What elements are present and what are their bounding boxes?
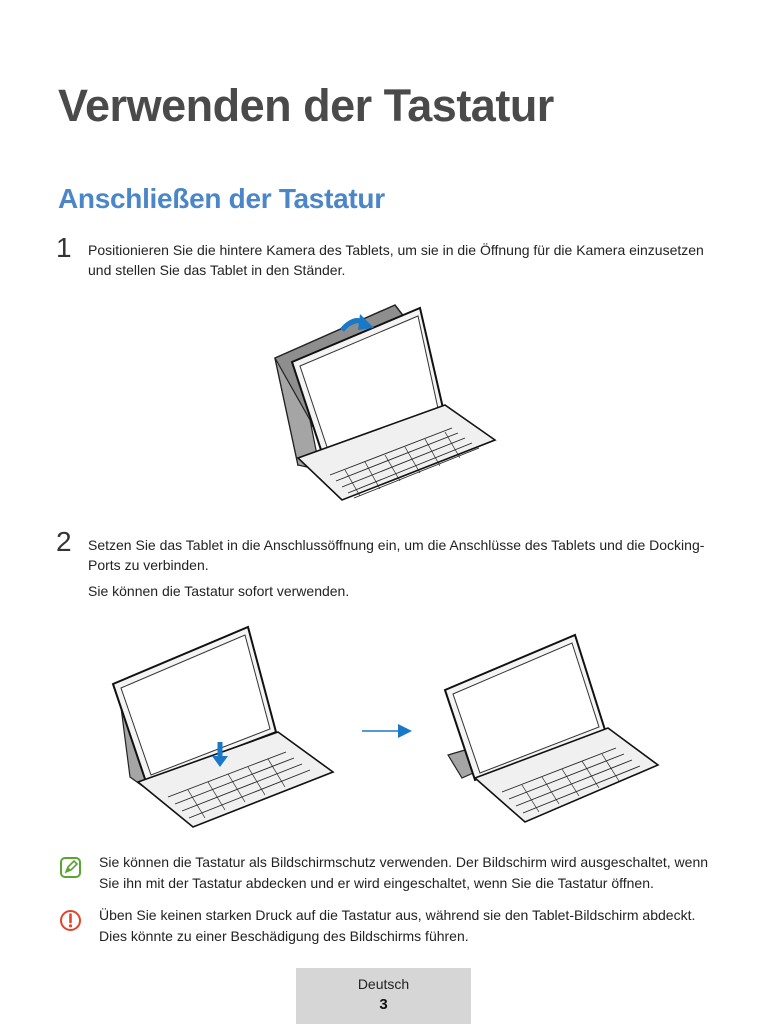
footer-language: Deutsch (357, 976, 410, 992)
illustration-tablet-docked (440, 630, 662, 830)
note-pencil-icon (60, 857, 81, 878)
section-title: Anschließen der Tastatur (58, 183, 385, 214)
note-screen-protection: Sie können die Tastatur als Bildschirmschutz verwenden. Der Bildschirm wird ausgeschaltet, wenn Sie ihn mit der Tastatur abdecken und er wird eingeschaltet, wenn Sie die Tastatur öffnen. (99, 854, 709, 891)
illustration-tablet-into-stand (270, 300, 500, 510)
step-2-number: 2 (56, 526, 72, 557)
caution-icon (59, 909, 82, 932)
page-title: Verwenden der Tastatur (58, 80, 554, 131)
note-pressure-warning: Üben Sie keinen starken Druck auf die Tastatur aus, während sie den Tablet-Bildschirm abdeckt. Dies könnte zu einer Beschädigung des Bildschirms führen. (99, 907, 696, 944)
page-number: 3 (379, 996, 388, 1013)
step-2-text: Setzen Sie das Tablet in die Anschlussöffnung ein, um die Anschlüsse des Tablets und die Docking-Ports zu verbinden. (88, 537, 705, 573)
arrow-right-icon (360, 722, 414, 740)
step-1-text: Positionieren Sie die hintere Kamera des Tablets, um sie in die Öffnung für die Kamera einzusetzen und stellen Sie das Tablet in den Ständer. (88, 242, 704, 278)
illustration-tablet-docking (108, 622, 338, 834)
step-1-number: 1 (56, 232, 72, 263)
page-footer (296, 968, 471, 1024)
step-2-subtext: Sie können die Tastatur sofort verwenden. (88, 583, 350, 599)
